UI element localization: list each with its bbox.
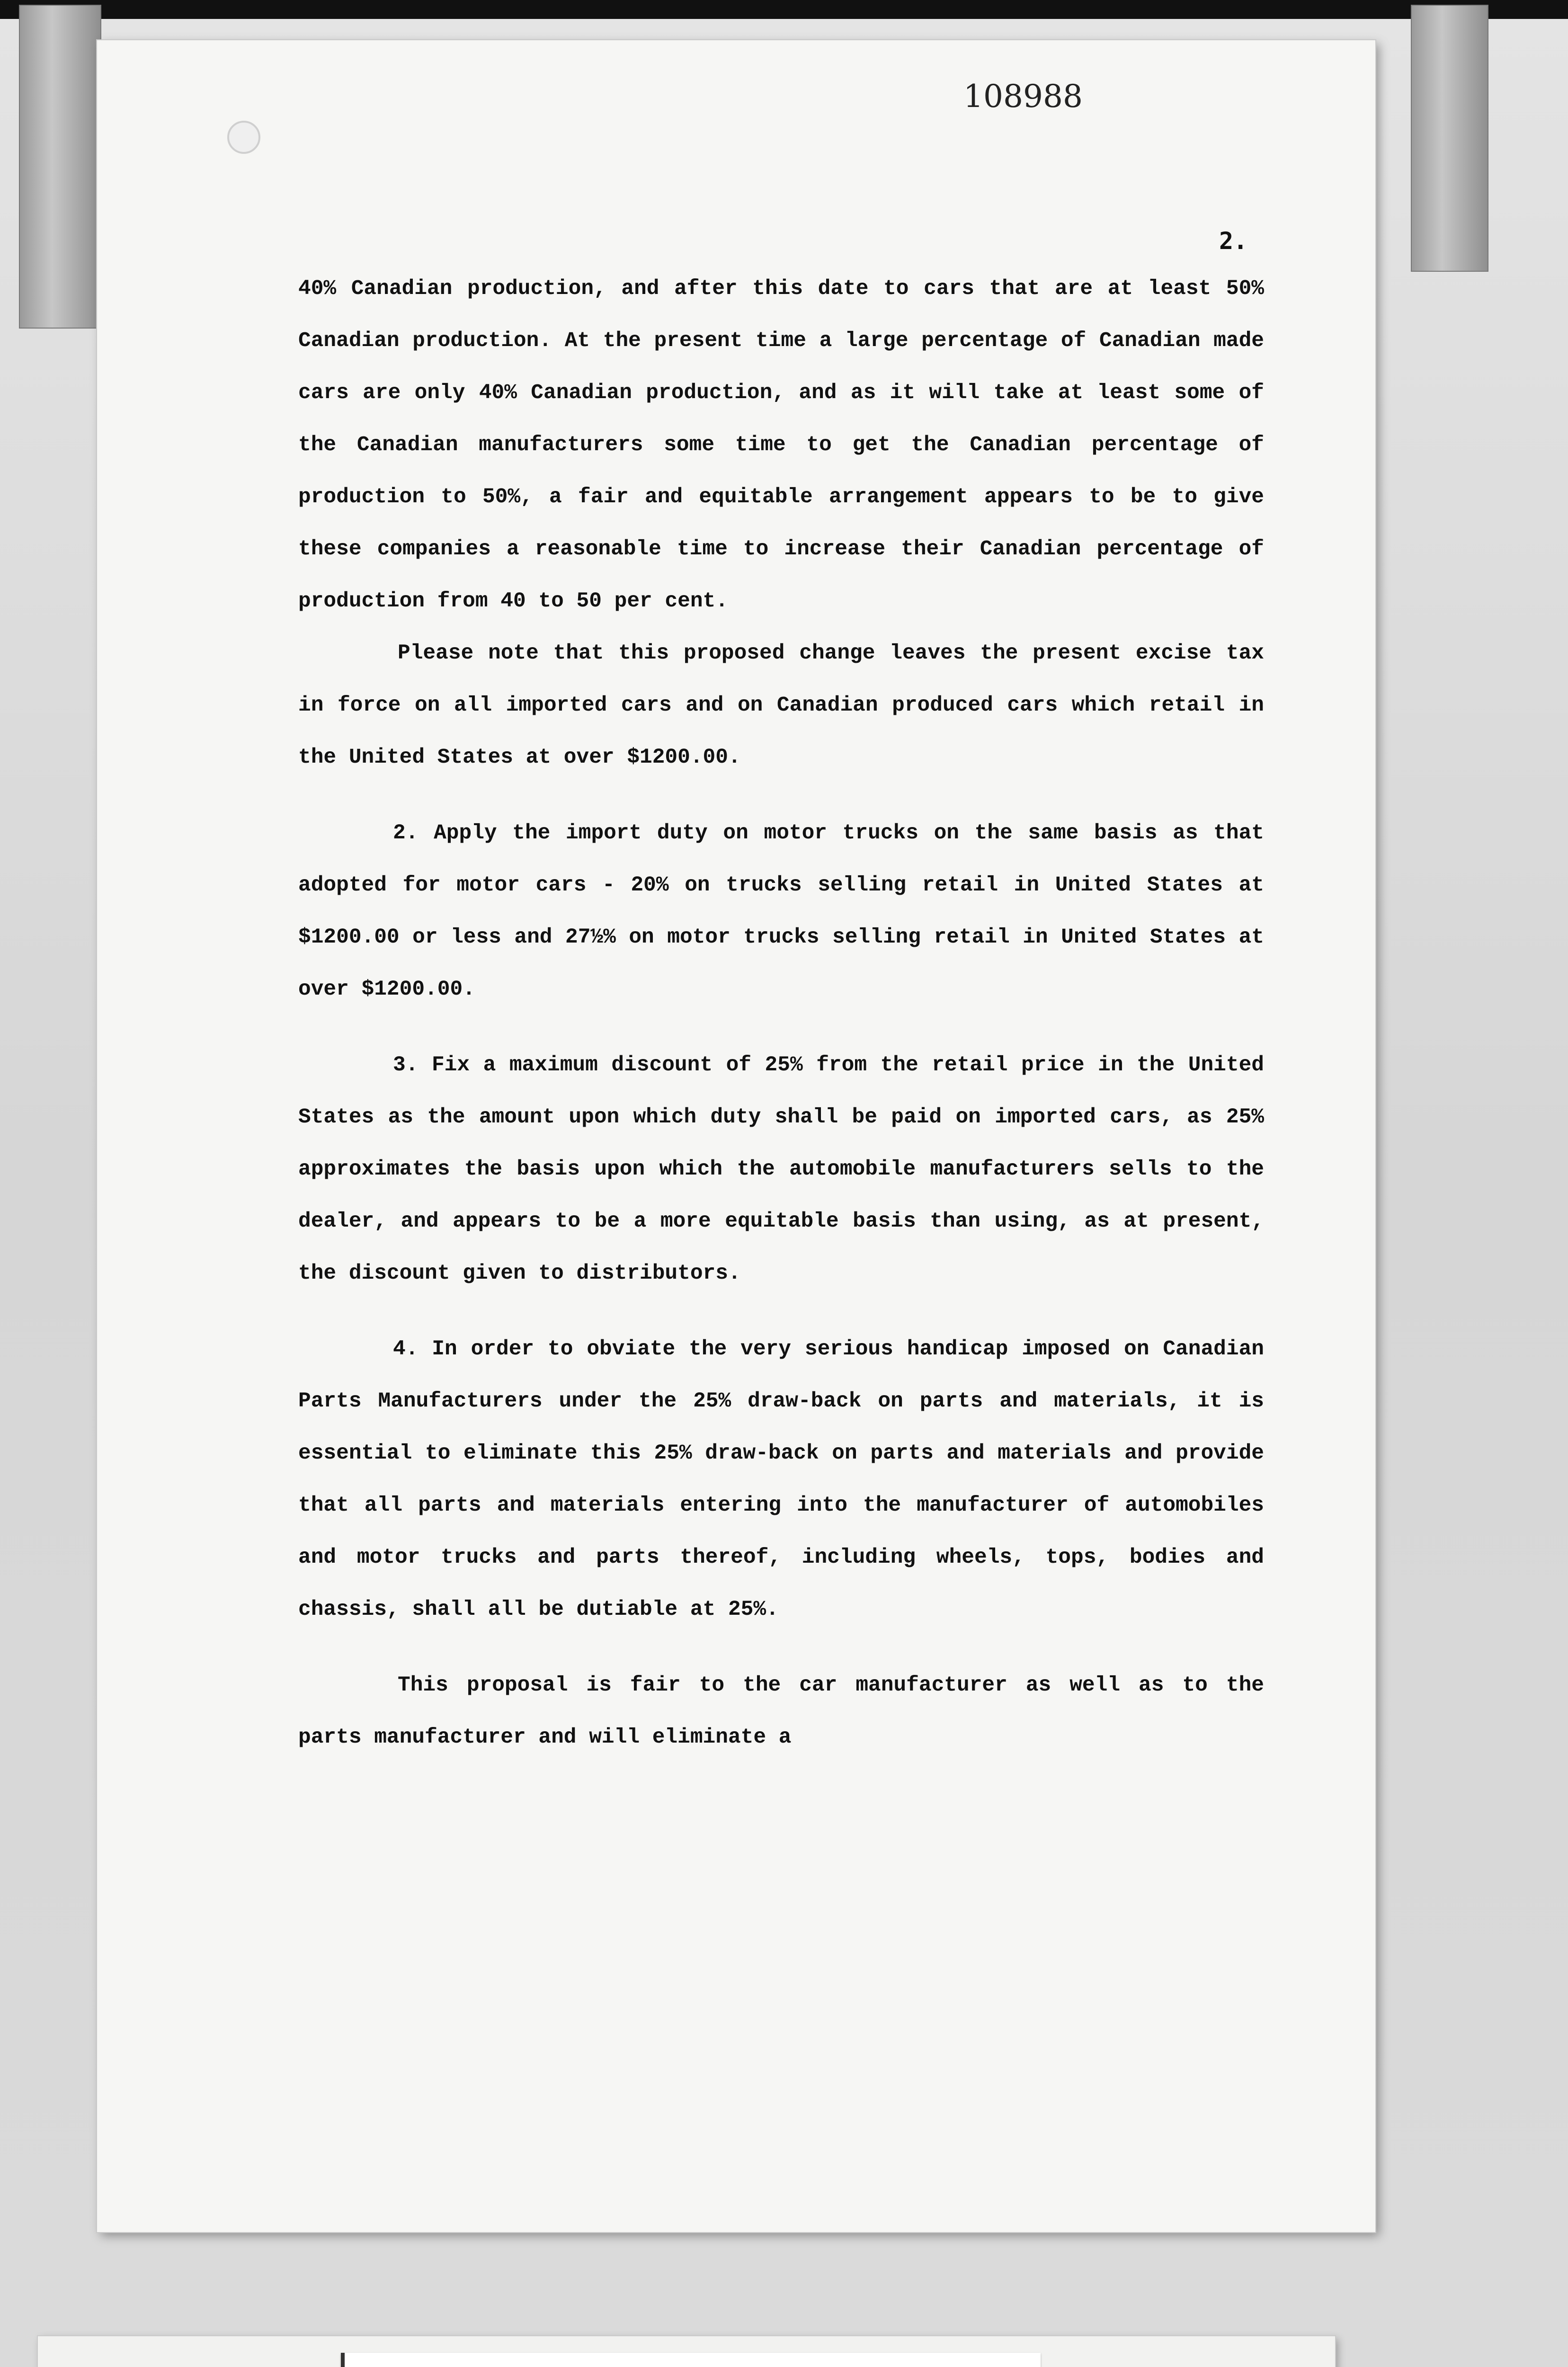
- mounting-tape: [1411, 5, 1488, 272]
- numbered-item: 3. Fix a maximum discount of 25% from the retail price in the United States as the amount upon which duty shall be paid on imported cars, as 25% approximates the basis upon which the automobile manufacturers sells to the dealer, and appears to be a more equitable basis than using, as at present, the discount given to distributors.: [298, 1053, 1264, 1285]
- punch-hole: [227, 121, 260, 154]
- document-number: 108988: [963, 78, 1083, 115]
- paragraph: Please note that this proposed change leaves the present excise tax in force on all imported cars and on Canadian produced cars which retail in the United States at over $1200.00.: [298, 641, 1264, 769]
- archive-label-card: [38, 2336, 1335, 2367]
- page-number: 2.: [1219, 227, 1248, 255]
- mounting-tape: [19, 5, 101, 329]
- film-edge: [0, 0, 1568, 19]
- numbered-item: 4. In order to obviate the very serious handicap imposed on Canadian Parts Manufacturers under the 25% draw-back on parts and materials, it is essential to eliminate this 25% draw-back on parts and materials and provide that all parts and materials entering into the manufacturer of automobiles and motor trucks and parts thereof, including wheels, tops, bodies and chassis, shall all be dutiable at 25%.: [298, 1337, 1264, 1621]
- paragraph: 40% Canadian production, and after this date to cars that are at least 50% Canadian production. At the present time a large percentage of Canadian made cars are only 40% Canadian production, and as it will take at least some of the Canadian manufacturers some time to get the Canadian percentage of production to 50%, a fair and equitable arrangement appears to be to give these companies a reasonable time to increase their Canadian percentage of production from 40 to 50 per cent.: [298, 277, 1264, 613]
- numbered-item: 2. Apply the import duty on motor trucks on the same basis as that adopted for motor cars - 20% on trucks selling retail in United States at $1200.00 or less and 27½% on motor trucks selling retail in United States at over $1200.00.: [298, 821, 1264, 1001]
- volume-tag: [341, 2353, 1041, 2367]
- paragraph: This proposal is fair to the car manufacturer as well as to the parts manufacturer and will eliminate a: [298, 1673, 1264, 1749]
- page-body: [298, 263, 1264, 1763]
